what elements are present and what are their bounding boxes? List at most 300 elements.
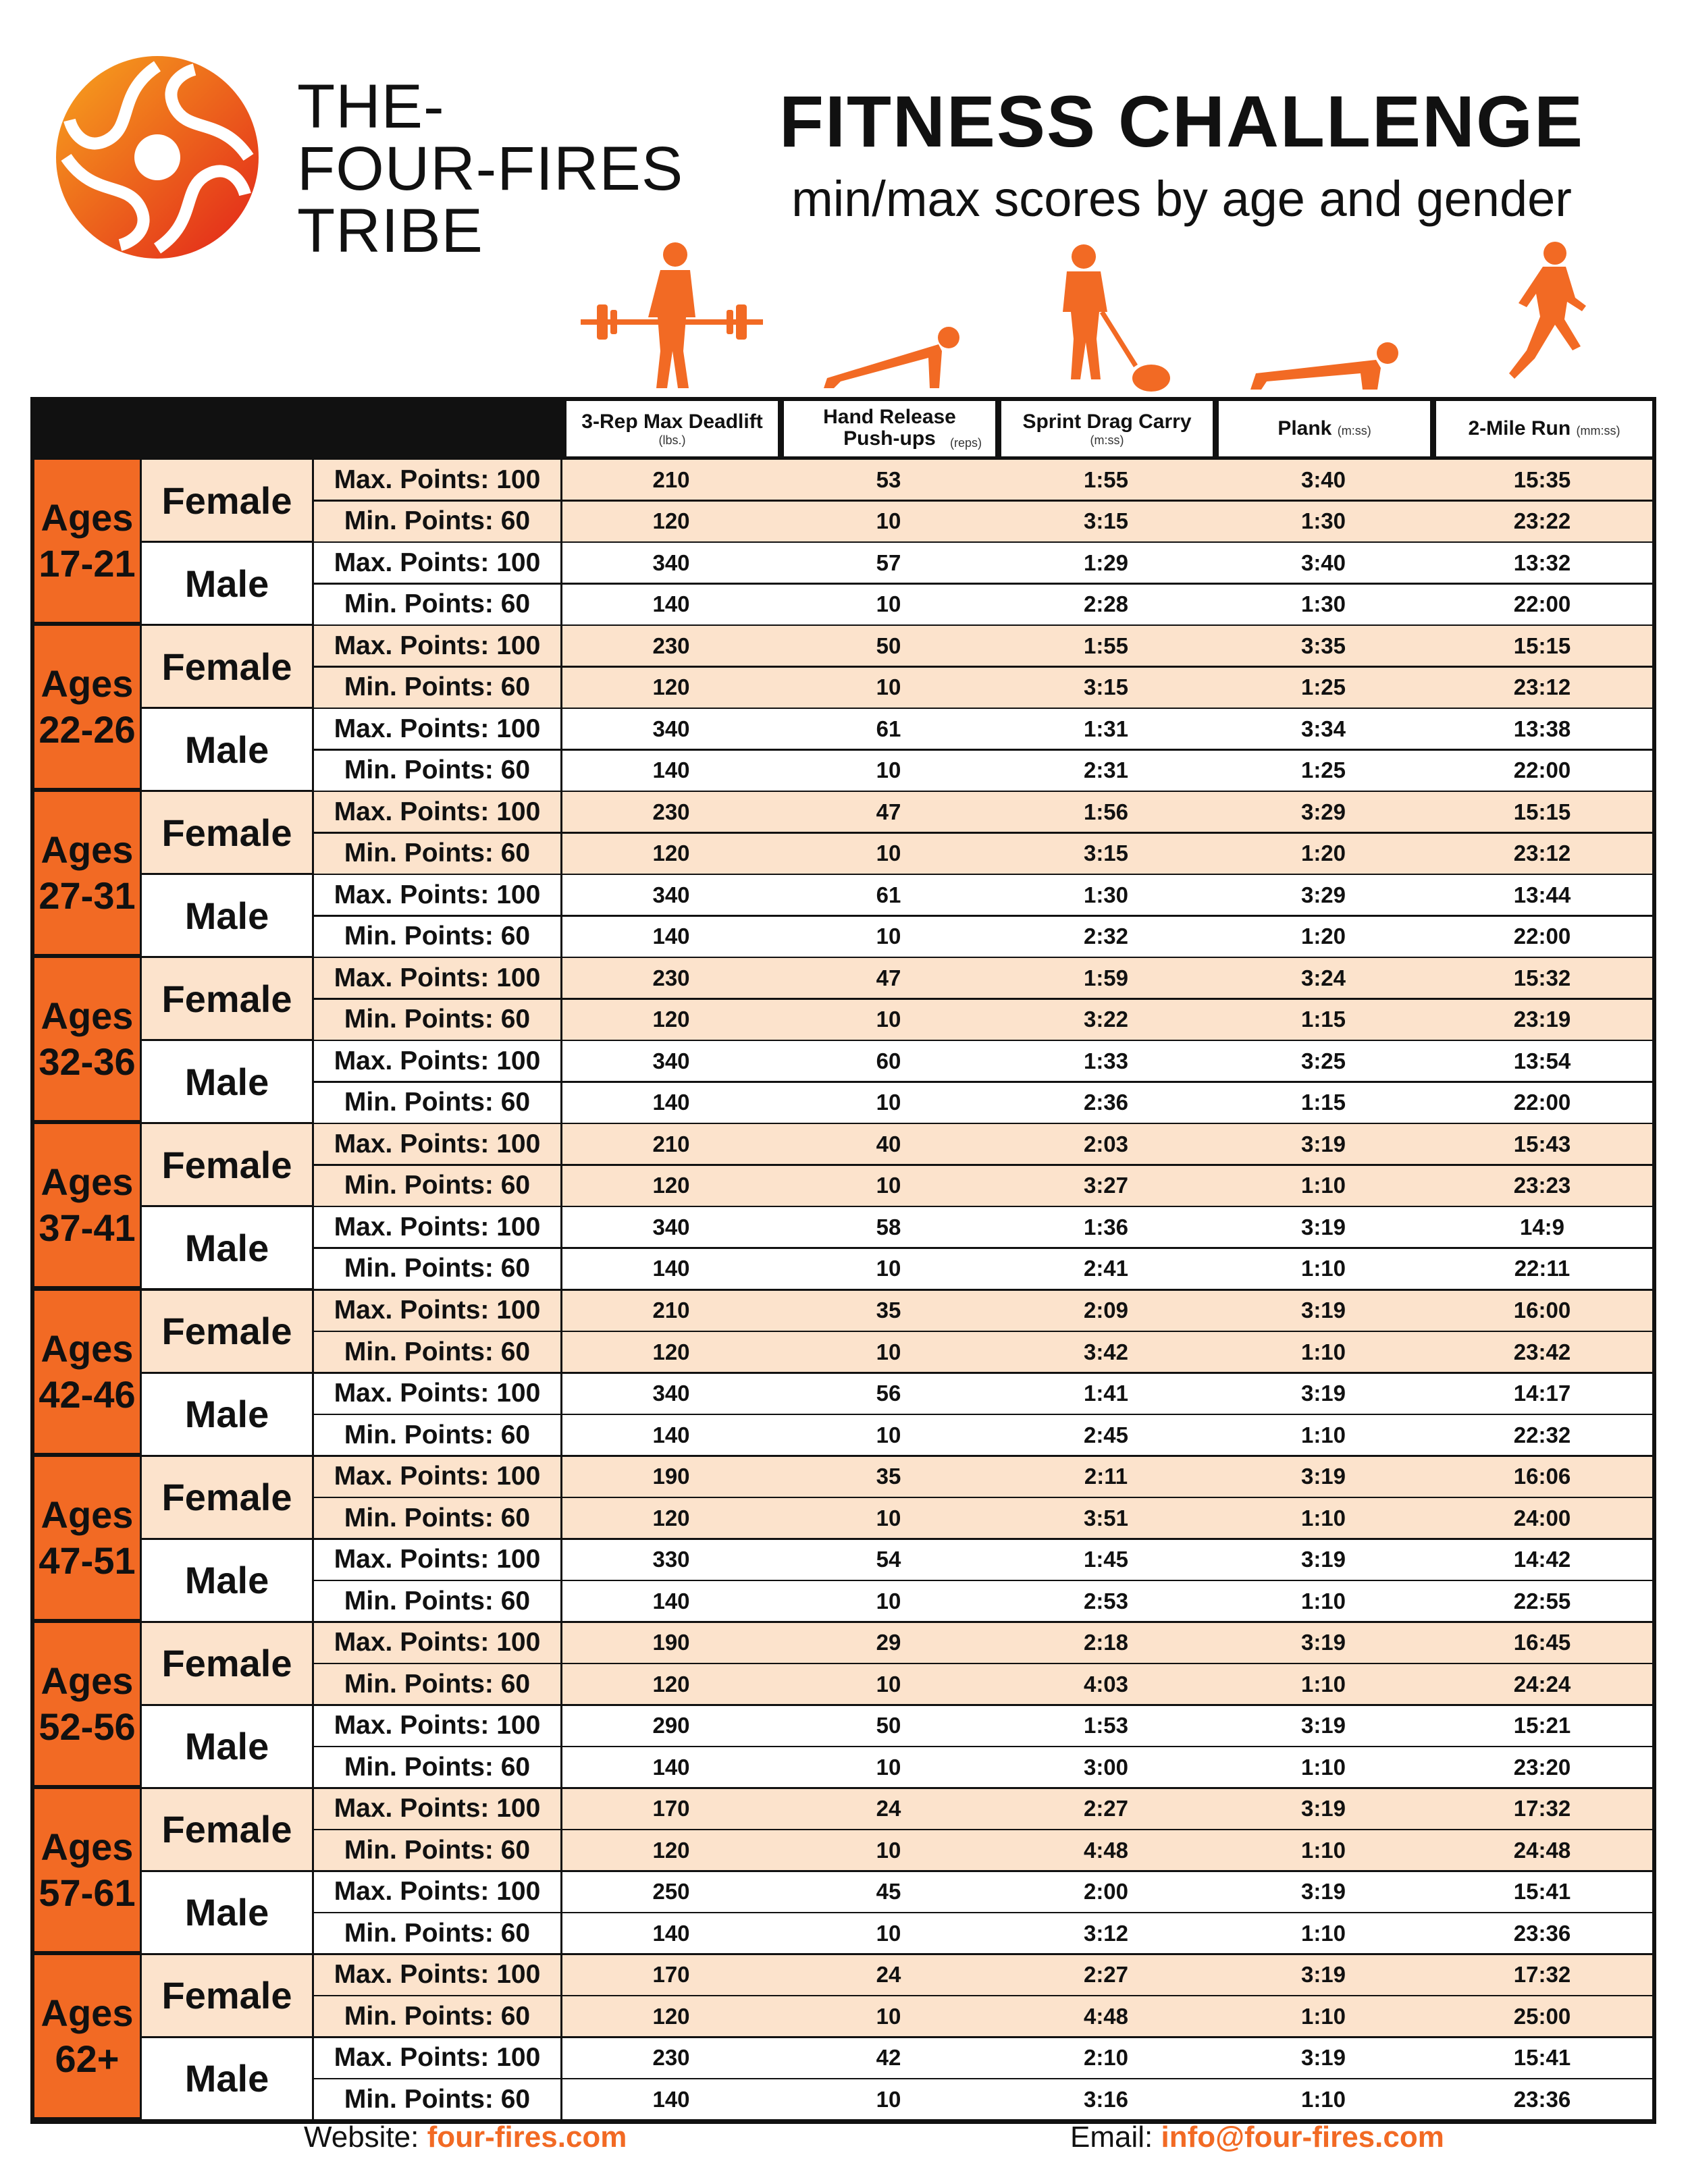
score-cell: 2:18 xyxy=(997,1623,1215,1663)
score-cell: 10 xyxy=(780,1415,997,1455)
score-cell: 15:41 xyxy=(1432,1872,1652,1912)
score-cell: 23:36 xyxy=(1432,1913,1652,1953)
ages-word: Ages xyxy=(41,1493,134,1536)
points-label-min: Min. Points: 60 xyxy=(314,668,560,708)
score-cell: 1:10 xyxy=(1215,1747,1432,1787)
gender-label-male: Male xyxy=(142,1706,312,1787)
score-cell: 3:40 xyxy=(1215,543,1432,583)
col-header-deadlift xyxy=(562,397,782,456)
ages-range: 22-26 xyxy=(38,708,136,751)
score-cell: 1:15 xyxy=(1215,1000,1432,1040)
score-cell: 1:55 xyxy=(997,626,1215,666)
ages-range: 47-51 xyxy=(38,1539,136,1582)
score-cell: 10 xyxy=(780,1498,997,1538)
ages-word: Ages xyxy=(41,1327,134,1370)
score-cell: 1:56 xyxy=(997,792,1215,832)
score-cell: 1:53 xyxy=(997,1706,1215,1746)
age-group-label xyxy=(34,1291,140,1456)
points-label-min: Min. Points: 60 xyxy=(314,1913,560,1953)
score-cell: 15:41 xyxy=(1432,2038,1652,2078)
points-label-max: Max. Points: 100 xyxy=(314,1706,560,1746)
score-cell: 2:28 xyxy=(997,585,1215,624)
points-label-max: Max. Points: 100 xyxy=(314,875,560,915)
score-cell: 15:35 xyxy=(1432,460,1652,500)
score-cell: 23:12 xyxy=(1432,834,1652,874)
age-group-label xyxy=(34,1955,140,2121)
score-cell: 1:30 xyxy=(1215,585,1432,624)
score-cell: 56 xyxy=(780,1374,997,1414)
col-header-label-wrap xyxy=(1219,417,1430,442)
ages-range: 27-31 xyxy=(38,874,136,917)
deadlift-icon xyxy=(581,240,763,392)
score-cell: 14:17 xyxy=(1432,1374,1652,1414)
score-cell: 140 xyxy=(562,585,780,624)
score-cell: 50 xyxy=(780,1706,997,1746)
gender-label-female: Female xyxy=(142,1955,312,2036)
col-header-unit: (lbs.) xyxy=(658,433,686,447)
score-cell: 1:10 xyxy=(1215,1581,1432,1621)
points-label-min: Min. Points: 60 xyxy=(314,1415,560,1455)
points-label-min: Min. Points: 60 xyxy=(314,1830,560,1870)
score-cell: 1:31 xyxy=(997,709,1215,749)
age-group-label xyxy=(34,626,140,791)
website-link[interactable]: four-fires.com xyxy=(427,2121,627,2154)
col-header-2-mile-run xyxy=(1432,397,1656,456)
score-cell: 22:55 xyxy=(1432,1581,1652,1621)
score-cell: 10 xyxy=(780,2079,997,2119)
ages-range: 37-41 xyxy=(38,1206,136,1250)
score-cell: 3:16 xyxy=(997,2079,1215,2119)
gender-label-female: Female xyxy=(142,792,312,873)
gender-label-male: Male xyxy=(142,709,312,790)
score-cell: 10 xyxy=(780,668,997,708)
score-cell: 230 xyxy=(562,2038,780,2078)
score-cell: 2:53 xyxy=(997,1581,1215,1621)
score-cell: 23:42 xyxy=(1432,1332,1652,1372)
score-cell: 1:10 xyxy=(1215,1332,1432,1372)
col-header-sprint-drag-carry xyxy=(997,397,1217,456)
score-cell: 1:10 xyxy=(1215,1996,1432,2036)
points-label-min: Min. Points: 60 xyxy=(314,1498,560,1538)
score-cell: 1:15 xyxy=(1215,1083,1432,1123)
score-cell: 3:19 xyxy=(1215,1540,1432,1580)
points-label-max: Max. Points: 100 xyxy=(314,1955,560,1995)
gender-label-male: Male xyxy=(142,1207,312,1288)
gender-label-female: Female xyxy=(142,1291,312,1372)
score-cell: 170 xyxy=(562,1955,780,1995)
ages-range: 17-21 xyxy=(38,542,136,585)
gender-label-female: Female xyxy=(142,460,312,541)
points-label-min: Min. Points: 60 xyxy=(314,1249,560,1289)
ages-word: Ages xyxy=(41,1825,134,1868)
score-cell: 140 xyxy=(562,1747,780,1787)
points-label-max: Max. Points: 100 xyxy=(314,1291,560,1331)
score-cell: 16:00 xyxy=(1432,1291,1652,1331)
score-cell: 17:32 xyxy=(1432,1955,1652,1995)
age-group-text xyxy=(38,495,135,587)
points-label-min: Min. Points: 60 xyxy=(314,585,560,624)
score-cell: 24:48 xyxy=(1432,1830,1652,1870)
score-cell: 3:15 xyxy=(997,668,1215,708)
col-header-plank xyxy=(1215,397,1434,456)
page-title: FITNESS CHALLENGE xyxy=(779,80,1585,162)
score-cell: 14:42 xyxy=(1432,1540,1652,1580)
points-label-max: Max. Points: 100 xyxy=(314,1207,560,1247)
score-cell: 10 xyxy=(780,1830,997,1870)
score-cell: 2:00 xyxy=(997,1872,1215,1912)
gender-label-male: Male xyxy=(142,543,312,624)
score-cell: 1:20 xyxy=(1215,834,1432,874)
points-label-min: Min. Points: 60 xyxy=(314,502,560,541)
ages-word: Ages xyxy=(41,994,134,1038)
score-cell: 22:00 xyxy=(1432,1083,1652,1123)
score-cell: 10 xyxy=(780,1332,997,1372)
score-cell: 24:00 xyxy=(1432,1498,1652,1538)
score-cell: 60 xyxy=(780,1041,997,1081)
brand-name xyxy=(297,72,684,265)
score-cell: 1:59 xyxy=(997,958,1215,998)
score-cell: 340 xyxy=(562,875,780,915)
score-cell: 3:42 xyxy=(997,1332,1215,1372)
age-group-text xyxy=(38,1492,135,1584)
score-cell: 13:32 xyxy=(1432,543,1652,583)
points-label-min: Min. Points: 60 xyxy=(314,1747,560,1787)
sprint-drag-carry-icon xyxy=(1050,243,1171,395)
email-label: Email: xyxy=(1070,2121,1161,2154)
score-cell: 29 xyxy=(780,1623,997,1663)
score-cell: 1:36 xyxy=(997,1207,1215,1247)
score-cell: 16:06 xyxy=(1432,1457,1652,1497)
score-cell: 140 xyxy=(562,1581,780,1621)
score-cell: 61 xyxy=(780,875,997,915)
age-group-label xyxy=(34,1457,140,1622)
score-cell: 50 xyxy=(780,626,997,666)
col-header-label: 3-Rep Max Deadlift xyxy=(581,410,763,433)
gender-label-male: Male xyxy=(142,2038,312,2119)
score-cell: 35 xyxy=(780,1291,997,1331)
score-cell: 2:03 xyxy=(997,1124,1215,1164)
col-header-label: Hand Release Push-ups xyxy=(823,406,956,450)
score-cell: 3:29 xyxy=(1215,875,1432,915)
score-cell: 10 xyxy=(780,834,997,874)
score-cell: 3:35 xyxy=(1215,626,1432,666)
score-cell: 1:10 xyxy=(1215,1166,1432,1206)
score-cell: 2:11 xyxy=(997,1457,1215,1497)
score-cell: 4:48 xyxy=(997,1830,1215,1870)
score-cell: 3:29 xyxy=(1215,792,1432,832)
score-cell: 24:24 xyxy=(1432,1664,1652,1704)
score-cell: 3:40 xyxy=(1215,460,1432,500)
score-cell: 3:19 xyxy=(1215,1124,1432,1164)
score-cell: 3:51 xyxy=(997,1498,1215,1538)
score-cell: 23:20 xyxy=(1432,1747,1652,1787)
score-cell: 58 xyxy=(780,1207,997,1247)
score-cell: 10 xyxy=(780,751,997,791)
gender-label-male: Male xyxy=(142,875,312,956)
points-label-max: Max. Points: 100 xyxy=(314,1124,560,1164)
col-header-label: Plank xyxy=(1277,417,1332,440)
score-cell: 2:45 xyxy=(997,1415,1215,1455)
score-cell: 40 xyxy=(780,1124,997,1164)
points-label-min: Min. Points: 60 xyxy=(314,917,560,957)
points-label-min: Min. Points: 60 xyxy=(314,1996,560,2036)
run-icon xyxy=(1509,240,1590,392)
gender-label-female: Female xyxy=(142,1623,312,1704)
score-cell: 1:10 xyxy=(1215,1249,1432,1289)
points-label-max: Max. Points: 100 xyxy=(314,1789,560,1829)
score-cell: 4:03 xyxy=(997,1664,1215,1704)
ages-word: Ages xyxy=(41,662,134,705)
points-label-min: Min. Points: 60 xyxy=(314,1332,560,1372)
points-label-max: Max. Points: 100 xyxy=(314,792,560,832)
score-cell: 47 xyxy=(780,792,997,832)
points-label-max: Max. Points: 100 xyxy=(314,1872,560,1912)
score-cell: 2:41 xyxy=(997,1249,1215,1289)
score-cell: 3:19 xyxy=(1215,2038,1432,2078)
score-cell: 1:20 xyxy=(1215,917,1432,957)
score-cell: 170 xyxy=(562,1789,780,1829)
score-cell: 23:22 xyxy=(1432,502,1652,541)
col-header-unit: (m:ss) xyxy=(1337,424,1371,437)
age-group-label xyxy=(34,1124,140,1289)
col-header-label-wrap xyxy=(1436,417,1652,442)
score-cell: 13:44 xyxy=(1432,875,1652,915)
footer-email xyxy=(1070,2117,1444,2158)
plank-icon xyxy=(1242,341,1408,395)
age-group-text xyxy=(38,827,135,919)
age-group-text xyxy=(38,1824,135,1916)
page-subtitle: min/max scores by age and gender xyxy=(791,171,1572,227)
points-label-max: Max. Points: 100 xyxy=(314,1457,560,1497)
score-cell: 10 xyxy=(780,1996,997,2036)
score-cell: 3:22 xyxy=(997,1000,1215,1040)
age-group-label xyxy=(34,1789,140,1954)
gender-label-female: Female xyxy=(142,958,312,1039)
points-label-max: Max. Points: 100 xyxy=(314,709,560,749)
score-cell: 24 xyxy=(780,1955,997,1995)
score-cell: 14:9 xyxy=(1432,1207,1652,1247)
email-link[interactable]: info@four-fires.com xyxy=(1161,2121,1444,2154)
score-cell: 10 xyxy=(780,1249,997,1289)
score-cell: 120 xyxy=(562,834,780,874)
score-cell: 3:19 xyxy=(1215,1706,1432,1746)
points-label-min: Min. Points: 60 xyxy=(314,751,560,791)
score-cell: 1:30 xyxy=(1215,502,1432,541)
score-cell: 1:55 xyxy=(997,460,1215,500)
gender-label-female: Female xyxy=(142,626,312,707)
score-cell: 45 xyxy=(780,1872,997,1912)
score-cell: 10 xyxy=(780,1747,997,1787)
score-cell: 2:27 xyxy=(997,1955,1215,1995)
score-cell: 330 xyxy=(562,1540,780,1580)
points-label-max: Max. Points: 100 xyxy=(314,1041,560,1081)
score-cell: 53 xyxy=(780,460,997,500)
points-label-min: Min. Points: 60 xyxy=(314,2079,560,2119)
col-header-label: Sprint Drag Carry xyxy=(1022,410,1192,433)
score-cell: 340 xyxy=(562,1207,780,1247)
score-cell: 120 xyxy=(562,1830,780,1870)
score-cell: 3:19 xyxy=(1215,1789,1432,1829)
gender-label-female: Female xyxy=(142,1457,312,1538)
points-label-max: Max. Points: 100 xyxy=(314,1374,560,1414)
age-group-label xyxy=(34,1623,140,1788)
score-cell: 22:32 xyxy=(1432,1415,1652,1455)
score-cell: 54 xyxy=(780,1540,997,1580)
score-cell: 17:32 xyxy=(1432,1789,1652,1829)
score-cell: 340 xyxy=(562,1041,780,1081)
score-cell: 25:00 xyxy=(1432,1996,1652,2036)
points-label-max: Max. Points: 100 xyxy=(314,543,560,583)
points-label-min: Min. Points: 60 xyxy=(314,1083,560,1123)
score-cell: 3:19 xyxy=(1215,1457,1432,1497)
col-header-unit: (m:ss) xyxy=(1090,433,1124,447)
score-cell: 47 xyxy=(780,958,997,998)
score-cell: 140 xyxy=(562,917,780,957)
score-cell: 140 xyxy=(562,2079,780,2119)
score-cell: 22:00 xyxy=(1432,751,1652,791)
score-cell: 10 xyxy=(780,1581,997,1621)
score-cell: 15:32 xyxy=(1432,958,1652,998)
score-cell: 16:45 xyxy=(1432,1623,1652,1663)
score-cell: 340 xyxy=(562,543,780,583)
score-cell: 2:31 xyxy=(997,751,1215,791)
score-cell: 1:10 xyxy=(1215,1498,1432,1538)
score-cell: 210 xyxy=(562,1291,780,1331)
score-cell: 230 xyxy=(562,792,780,832)
score-cell: 1:41 xyxy=(997,1374,1215,1414)
ages-word: Ages xyxy=(41,828,134,872)
score-cell: 2:10 xyxy=(997,2038,1215,2078)
points-label-min: Min. Points: 60 xyxy=(314,834,560,874)
score-cell: 10 xyxy=(780,1000,997,1040)
col-header-unit: (reps) xyxy=(949,436,982,450)
score-cell: 2:27 xyxy=(997,1789,1215,1829)
score-cell: 1:33 xyxy=(997,1041,1215,1081)
gender-label-male: Male xyxy=(142,1374,312,1455)
score-cell: 10 xyxy=(780,585,997,624)
score-cell: 120 xyxy=(562,1664,780,1704)
gender-label-male: Male xyxy=(142,1540,312,1621)
points-label-max: Max. Points: 100 xyxy=(314,958,560,998)
points-label-max: Max. Points: 100 xyxy=(314,1623,560,1663)
score-cell: 230 xyxy=(562,958,780,998)
points-label-min: Min. Points: 60 xyxy=(314,1166,560,1206)
score-cell: 1:29 xyxy=(997,543,1215,583)
score-cell: 15:43 xyxy=(1432,1124,1652,1164)
score-cell: 23:23 xyxy=(1432,1166,1652,1206)
score-cell: 13:38 xyxy=(1432,709,1652,749)
score-cell: 3:34 xyxy=(1215,709,1432,749)
points-label-max: Max. Points: 100 xyxy=(314,460,560,500)
score-cell: 61 xyxy=(780,709,997,749)
age-group-text xyxy=(38,1326,135,1418)
score-cell: 3:15 xyxy=(997,834,1215,874)
score-cell: 1:30 xyxy=(997,875,1215,915)
score-cell: 10 xyxy=(780,1083,997,1123)
score-cell: 1:10 xyxy=(1215,1415,1432,1455)
col-header-unit: (mm:ss) xyxy=(1576,424,1620,437)
score-cell: 23:19 xyxy=(1432,1000,1652,1040)
score-cell: 120 xyxy=(562,1498,780,1538)
ages-range: 62+ xyxy=(55,2037,120,2080)
score-cell: 24 xyxy=(780,1789,997,1829)
score-cell: 23:36 xyxy=(1432,2079,1652,2119)
ages-range: 42-46 xyxy=(38,1373,136,1416)
footer-website xyxy=(304,2117,627,2158)
age-group-label xyxy=(34,460,140,625)
score-cell: 3:25 xyxy=(1215,1041,1432,1081)
gender-label-male: Male xyxy=(142,1872,312,1953)
score-cell: 120 xyxy=(562,1000,780,1040)
age-group-label xyxy=(34,958,140,1123)
score-cell: 2:36 xyxy=(997,1083,1215,1123)
points-label-min: Min. Points: 60 xyxy=(314,1581,560,1621)
brand-line-2: FOUR-FIRES xyxy=(297,134,684,203)
ages-word: Ages xyxy=(41,496,134,539)
score-cell: 210 xyxy=(562,1124,780,1164)
score-cell: 10 xyxy=(780,1664,997,1704)
ages-range: 52-56 xyxy=(38,1705,136,1748)
gender-label-female: Female xyxy=(142,1789,312,1870)
score-cell: 120 xyxy=(562,668,780,708)
points-label-max: Max. Points: 100 xyxy=(314,626,560,666)
age-group-text xyxy=(38,661,135,753)
score-cell: 10 xyxy=(780,1166,997,1206)
age-group-text xyxy=(38,993,135,1085)
score-cell: 42 xyxy=(780,2038,997,2078)
score-cell: 120 xyxy=(562,1332,780,1372)
points-label-min: Min. Points: 60 xyxy=(314,1664,560,1704)
score-cell: 140 xyxy=(562,1913,780,1953)
score-cell: 120 xyxy=(562,1996,780,2036)
score-cell: 23:12 xyxy=(1432,668,1652,708)
score-cell: 140 xyxy=(562,1415,780,1455)
pushup-icon xyxy=(814,324,966,392)
age-group-text xyxy=(38,1658,135,1750)
score-cell: 1:10 xyxy=(1215,1913,1432,1953)
points-label-max: Max. Points: 100 xyxy=(314,2038,560,2078)
ages-word: Ages xyxy=(41,1991,134,2034)
score-cell: 140 xyxy=(562,1083,780,1123)
score-cell: 2:32 xyxy=(997,917,1215,957)
score-cell: 190 xyxy=(562,1457,780,1497)
ages-range: 32-36 xyxy=(38,1040,136,1084)
website-label: Website: xyxy=(304,2121,427,2154)
points-label-max: Max. Points: 100 xyxy=(314,1540,560,1580)
age-group-text xyxy=(41,1990,134,2082)
score-cell: 10 xyxy=(780,917,997,957)
score-cell: 35 xyxy=(780,1457,997,1497)
score-cell: 1:10 xyxy=(1215,1664,1432,1704)
score-cell: 10 xyxy=(780,1913,997,1953)
score-cell: 1:10 xyxy=(1215,1830,1432,1870)
score-cell: 1:45 xyxy=(997,1540,1215,1580)
score-cell: 15:15 xyxy=(1432,792,1652,832)
score-cell: 3:19 xyxy=(1215,1207,1432,1247)
ages-word: Ages xyxy=(41,1161,134,1204)
score-cell: 3:15 xyxy=(997,502,1215,541)
score-cell: 120 xyxy=(562,1166,780,1206)
score-cell: 230 xyxy=(562,626,780,666)
col-header-pushups xyxy=(780,397,999,456)
ages-word: Ages xyxy=(41,1659,134,1702)
score-cell: 4:48 xyxy=(997,1996,1215,2036)
ages-range: 57-61 xyxy=(38,1871,136,1914)
score-cell: 3:00 xyxy=(997,1747,1215,1787)
score-cell: 290 xyxy=(562,1706,780,1746)
score-cell: 1:10 xyxy=(1215,2079,1432,2119)
score-cell: 3:19 xyxy=(1215,1374,1432,1414)
